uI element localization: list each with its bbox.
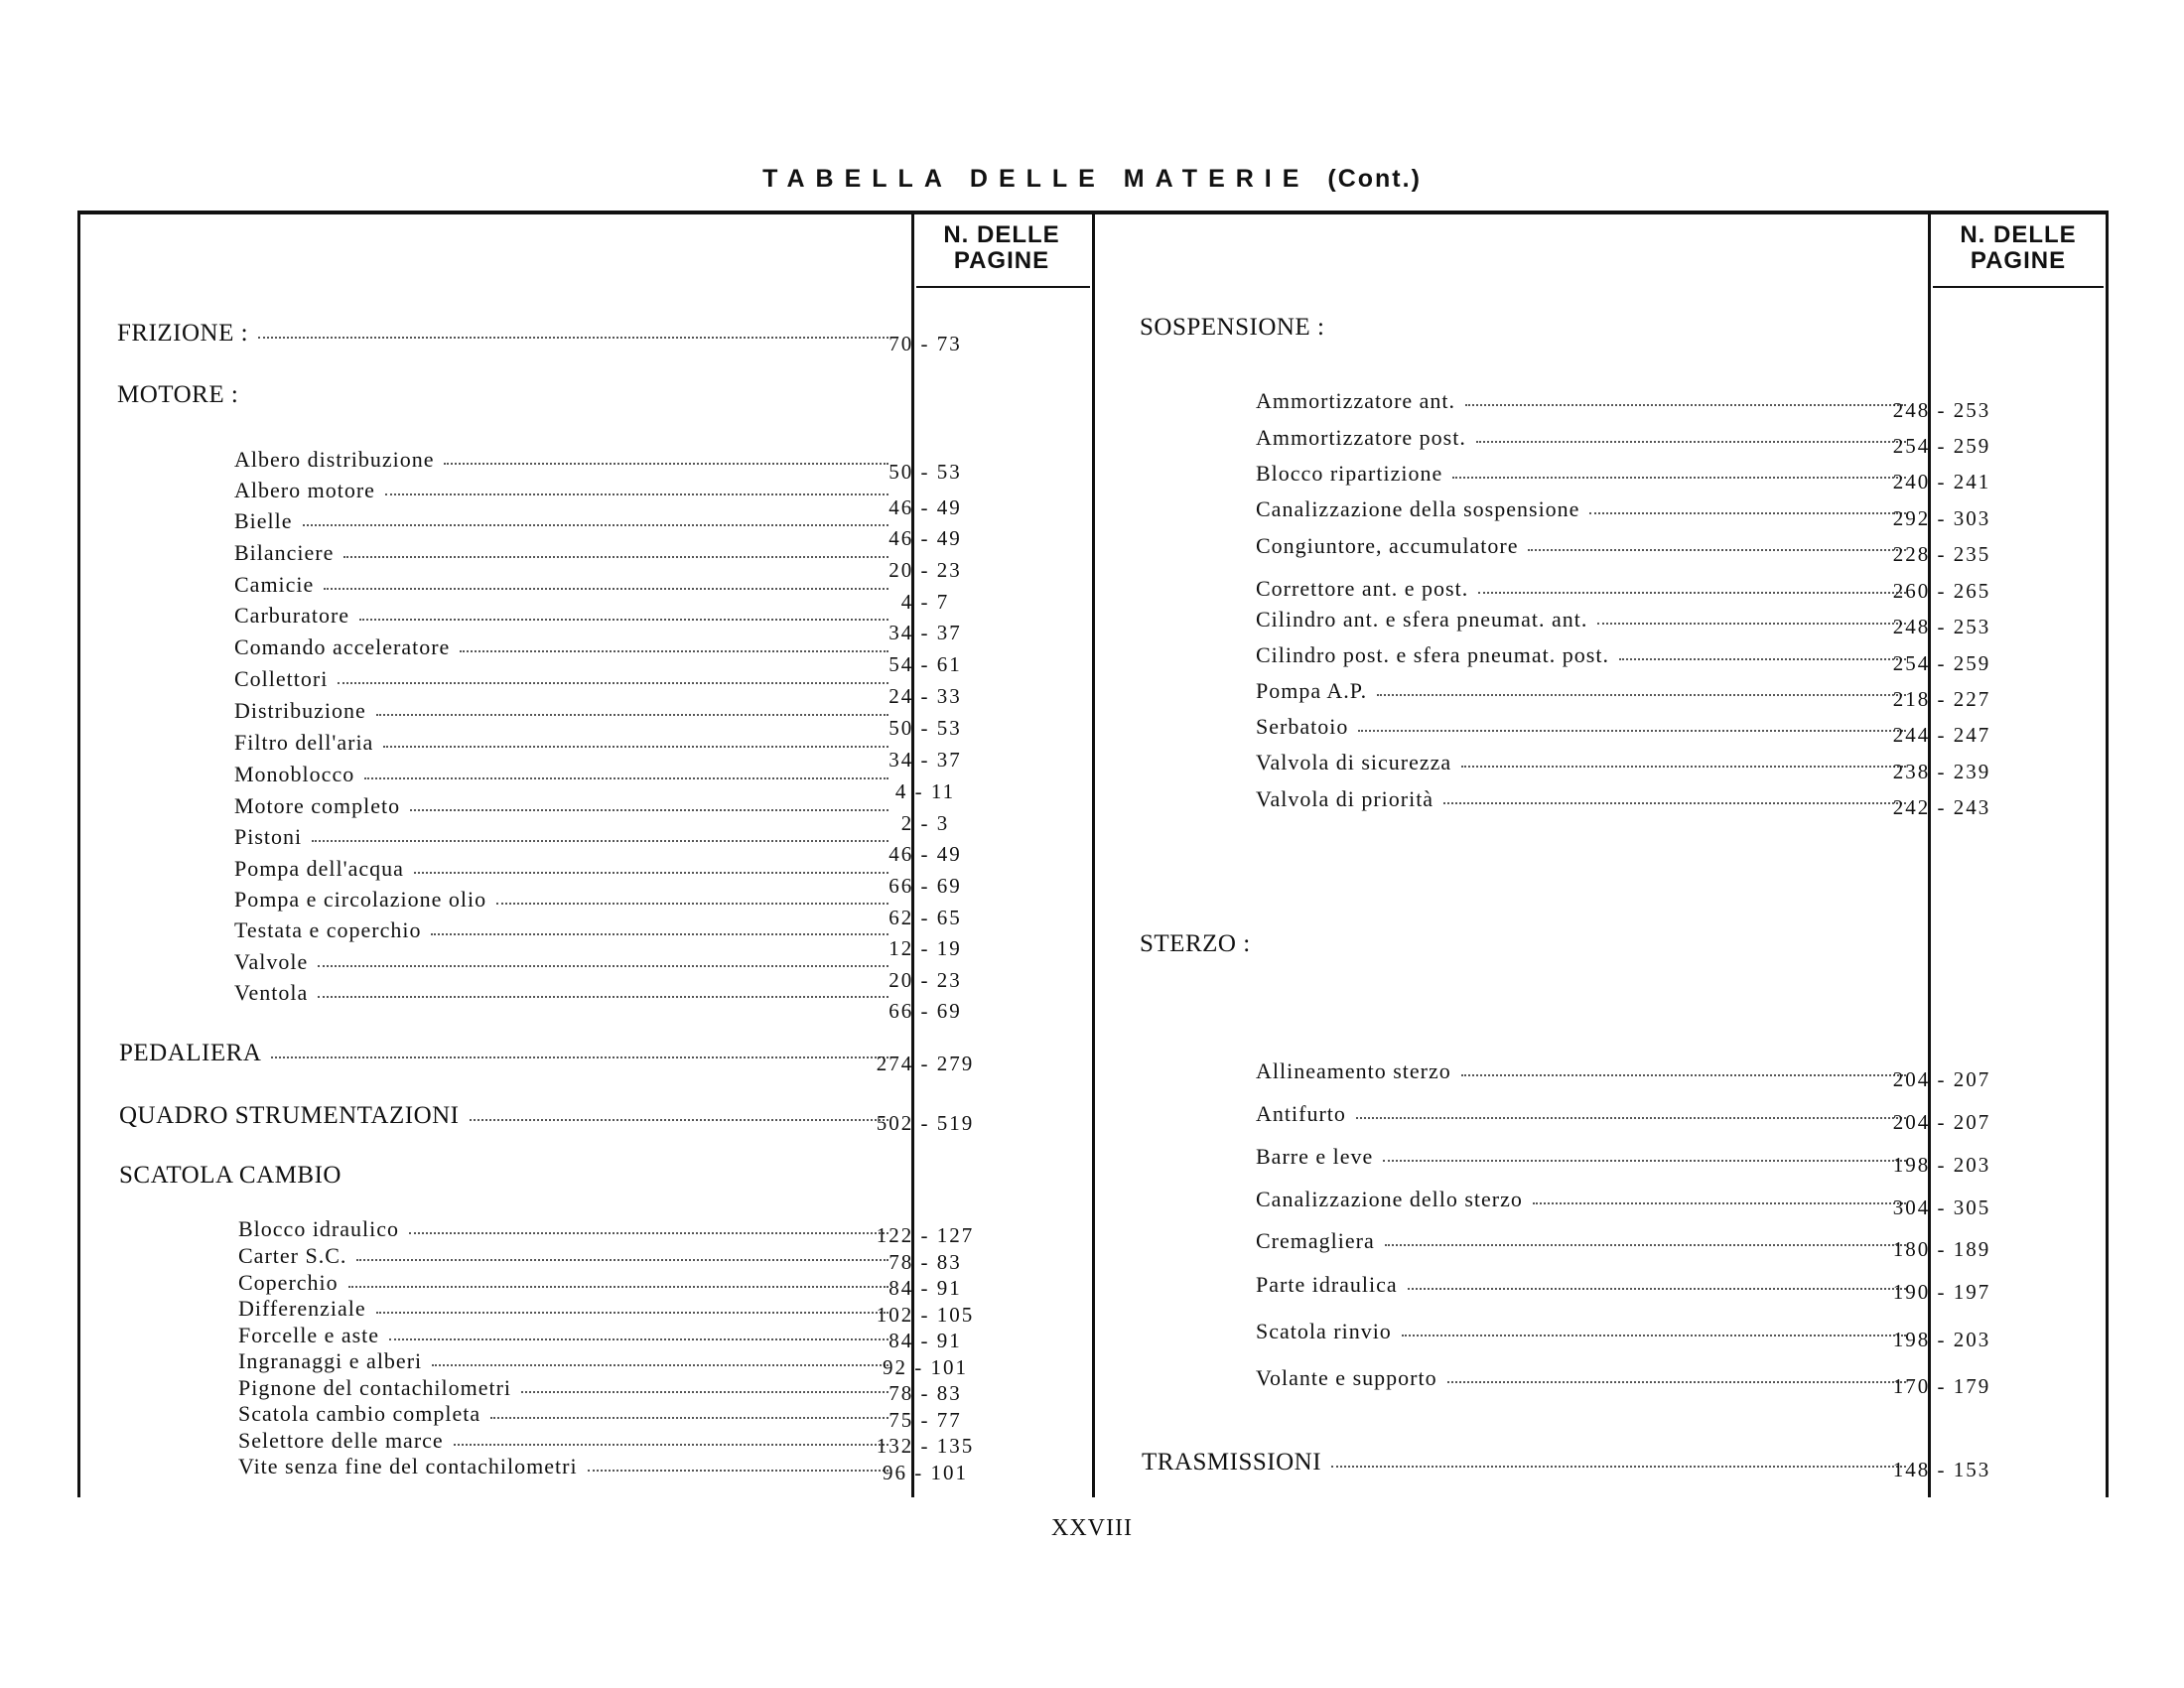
- sospensione-item-2-pages: 240 - 241: [1892, 470, 1991, 493]
- right-pages-header: [1931, 222, 2106, 274]
- motore-item-2-leader: [303, 524, 888, 526]
- scatola-item-5-leader: [432, 1364, 888, 1366]
- motore-item-6-leader: [460, 650, 888, 652]
- motore-item-10-label: Monoblocco: [234, 762, 355, 786]
- left-header-rule: [916, 286, 1090, 288]
- sospensione-item-6-leader: [1597, 623, 1906, 625]
- scatola-item-3: [238, 1296, 888, 1322]
- scatola-item-3-leader: [376, 1312, 888, 1314]
- title-text: TABELLA DELLE MATERIE: [762, 165, 1310, 193]
- motore-item-12: [234, 824, 888, 850]
- sospensione-item-1-label: Ammortizzatore post.: [1256, 425, 1466, 450]
- scatola-item-9-label: Vite senza fine del contachilometri: [238, 1454, 578, 1478]
- entry-quadro: [119, 1102, 888, 1130]
- motore-item-14-label: Pompa e circolazione olio: [234, 887, 487, 912]
- sospensione-item-2: [1256, 461, 1906, 487]
- entry-sterzo-label: STERZO :: [1140, 930, 1251, 957]
- sterzo-item-4: [1256, 1228, 1906, 1254]
- motore-item-13-leader: [414, 872, 888, 874]
- sospensione-item-0-label: Ammortizzatore ant.: [1256, 388, 1456, 413]
- motore-item-5-pages: 34 - 37: [888, 621, 962, 644]
- sospensione-item-3-pages: 292 - 303: [1892, 506, 1991, 530]
- sterzo-item-1-leader: [1356, 1117, 1906, 1119]
- sterzo-item-0-leader: [1461, 1074, 1906, 1076]
- entry-sterzo: [1140, 930, 1906, 958]
- motore-item-10-pages: 4 - 11: [894, 779, 956, 803]
- motore-item-13-label: Pompa dell'acqua: [234, 856, 404, 881]
- sterzo-item-3-pages: 304 - 305: [1892, 1196, 1991, 1219]
- motore-item-15-leader: [431, 933, 888, 935]
- motore-item-3-leader: [343, 556, 888, 558]
- sospensione-item-6-label: Cilindro ant. e sfera pneumat. ant.: [1256, 607, 1588, 632]
- sospensione-item-9-label: Serbatoio: [1256, 714, 1349, 739]
- scatola-item-6-pages: 78 - 83: [888, 1381, 962, 1405]
- sospensione-item-3-label: Canalizzazione della sospensione: [1256, 496, 1580, 521]
- sterzo-item-1-label: Antifurto: [1256, 1101, 1346, 1126]
- motore-item-9-pages: 34 - 37: [888, 748, 962, 772]
- sospensione-item-4: [1256, 533, 1906, 559]
- motore-item-8-leader: [376, 714, 888, 716]
- scatola-item-4: [238, 1323, 888, 1348]
- entry-quadro-leader: [470, 1119, 888, 1121]
- scatola-item-0: [238, 1216, 888, 1242]
- motore-item-0-pages: 50 - 53: [888, 460, 962, 484]
- sterzo-item-5-leader: [1408, 1288, 1906, 1290]
- entry-trasmissioni: [1142, 1449, 1906, 1477]
- scatola-item-7-pages: 75 - 77: [888, 1408, 962, 1432]
- scatola-item-5-label: Ingranaggi e alberi: [238, 1348, 423, 1373]
- entry-sospensione: [1140, 314, 1906, 342]
- scatola-item-4-label: Forcelle e aste: [238, 1323, 380, 1347]
- scatola-item-8-pages: 132 - 135: [876, 1434, 975, 1458]
- scatola-item-9: [238, 1454, 888, 1479]
- sospensione-item-11: [1256, 786, 1906, 812]
- sospensione-item-4-label: Congiuntore, accumulatore: [1256, 533, 1519, 558]
- sospensione-item-5-label: Correttore ant. e post.: [1256, 576, 1469, 601]
- sospensione-item-10-leader: [1461, 766, 1906, 768]
- sterzo-item-3-leader: [1533, 1202, 1906, 1204]
- sospensione-item-3: [1256, 496, 1906, 522]
- motore-item-4: [234, 572, 888, 598]
- motore-item-3: [234, 540, 888, 566]
- sospensione-item-7-pages: 254 - 259: [1892, 651, 1991, 675]
- entry-pedaliera-leader: [271, 1056, 888, 1058]
- sospensione-item-9: [1256, 714, 1906, 740]
- motore-item-1: [234, 478, 888, 503]
- sterzo-item-6: [1256, 1319, 1906, 1344]
- sterzo-item-6-label: Scatola rinvio: [1256, 1319, 1392, 1343]
- motore-item-8-label: Distribuzione: [234, 698, 366, 723]
- scatola-item-0-pages: 122 - 127: [876, 1223, 975, 1247]
- sterzo-item-0: [1256, 1058, 1906, 1084]
- entry-sospensione-label: SOSPENSIONE :: [1140, 314, 1325, 341]
- sospensione-item-8-label: Pompa A.P.: [1256, 678, 1368, 703]
- motore-item-14: [234, 887, 888, 913]
- scatola-item-5: [238, 1348, 888, 1374]
- motore-item-6: [234, 634, 888, 660]
- scatola-item-5-pages: 92 - 101: [883, 1355, 968, 1379]
- motore-item-6-pages: 54 - 61: [888, 652, 962, 676]
- left-header-line2: PAGINE: [953, 247, 1050, 274]
- sospensione-item-10-label: Valvola di sicurezza: [1256, 750, 1452, 774]
- entry-frizione-label: FRIZIONE :: [117, 320, 249, 347]
- entry-frizione-leader: [258, 337, 888, 339]
- motore-item-10: [234, 762, 888, 787]
- entry-trasmissioni-pages: 148 - 153: [1892, 1458, 1991, 1481]
- sospensione-item-8-leader: [1377, 694, 1906, 696]
- sterzo-item-7-leader: [1447, 1381, 1906, 1383]
- motore-item-9-label: Filtro dell'aria: [234, 730, 374, 755]
- motore-item-8: [234, 698, 888, 724]
- sterzo-item-1: [1256, 1101, 1906, 1127]
- sterzo-item-5: [1256, 1272, 1906, 1298]
- motore-item-17-leader: [318, 996, 888, 998]
- sospensione-item-6: [1256, 607, 1906, 633]
- sterzo-item-2-label: Barre e leve: [1256, 1144, 1374, 1169]
- motore-item-14-pages: 62 - 65: [888, 906, 962, 929]
- right-header-line2: PAGINE: [1970, 247, 2067, 274]
- motore-item-14-leader: [496, 903, 888, 905]
- sospensione-item-2-leader: [1452, 477, 1906, 479]
- motore-item-11-label: Motore completo: [234, 793, 401, 818]
- motore-item-2-pages: 46 - 49: [888, 526, 962, 550]
- scatola-item-2: [238, 1270, 888, 1296]
- sterzo-item-2-pages: 198 - 203: [1892, 1153, 1991, 1177]
- sospensione-item-9-pages: 244 - 247: [1892, 723, 1991, 747]
- motore-item-15-pages: 12 - 19: [888, 936, 962, 960]
- entry-frizione-pages: 70 - 73: [888, 332, 962, 355]
- scatola-item-6: [238, 1375, 888, 1401]
- motore-item-12-label: Pistoni: [234, 824, 303, 849]
- scatola-item-1: [238, 1243, 888, 1269]
- scatola-item-7-label: Scatola cambio completa: [238, 1401, 481, 1426]
- sospensione-item-1-pages: 254 - 259: [1892, 434, 1991, 458]
- motore-item-17: [234, 980, 888, 1006]
- motore-item-5: [234, 603, 888, 629]
- sospensione-item-5-leader: [1478, 592, 1906, 594]
- entry-pedaliera: [119, 1040, 888, 1067]
- scatola-item-4-leader: [389, 1338, 888, 1340]
- sterzo-item-0-label: Allineamento sterzo: [1256, 1058, 1451, 1083]
- motore-item-10-leader: [364, 777, 888, 779]
- sterzo-item-0-pages: 204 - 207: [1892, 1067, 1991, 1091]
- motore-item-2: [234, 508, 888, 534]
- left-pages-header: [914, 222, 1089, 274]
- sterzo-item-7: [1256, 1365, 1906, 1391]
- entry-quadro-pages: 502 - 519: [876, 1111, 975, 1135]
- motore-item-7: [234, 666, 888, 692]
- sterzo-item-3-label: Canalizzazione dello sterzo: [1256, 1187, 1523, 1211]
- right-header-rule: [1933, 286, 2104, 288]
- motore-item-3-pages: 20 - 23: [888, 558, 962, 582]
- right-header-line1: N. DELLE: [1960, 221, 2077, 248]
- scatola-item-8-label: Selettore delle marce: [238, 1428, 444, 1453]
- motore-item-12-pages: 46 - 49: [888, 842, 962, 866]
- entry-trasmissioni-leader: [1331, 1466, 1906, 1468]
- sterzo-item-2: [1256, 1144, 1906, 1170]
- entry-trasmissioni-label: TRASMISSIONI: [1142, 1449, 1322, 1476]
- motore-item-11: [234, 793, 888, 819]
- scatola-item-3-pages: 102 - 105: [876, 1303, 975, 1327]
- motore-item-1-pages: 46 - 49: [888, 495, 962, 519]
- motore-item-4-pages: 4 - 7: [900, 590, 950, 614]
- motore-item-17-pages: 66 - 69: [888, 999, 962, 1023]
- sospensione-item-0-pages: 248 - 253: [1892, 398, 1991, 422]
- sospensione-item-5: [1256, 576, 1906, 602]
- sospensione-item-0: [1256, 388, 1906, 414]
- sospensione-item-0-leader: [1465, 404, 1906, 406]
- motore-item-11-pages: 2 - 3: [900, 811, 950, 835]
- motore-item-15: [234, 917, 888, 943]
- sospensione-item-1: [1256, 425, 1906, 451]
- scatola-item-1-pages: 78 - 83: [888, 1250, 962, 1274]
- page-title: [0, 165, 2184, 194]
- sterzo-item-7-pages: 170 - 179: [1892, 1374, 1991, 1398]
- scatola-item-2-leader: [348, 1286, 888, 1288]
- scatola-item-7: [238, 1401, 888, 1427]
- motore-item-2-label: Bielle: [234, 508, 293, 533]
- motore-item-0-leader: [444, 463, 888, 465]
- scatola-item-0-label: Blocco idraulico: [238, 1216, 400, 1241]
- scatola-item-3-label: Differenziale: [238, 1296, 366, 1321]
- sospensione-item-4-leader: [1528, 549, 1906, 551]
- motore-item-7-pages: 24 - 33: [888, 684, 962, 708]
- motore-item-16: [234, 949, 888, 975]
- scatola-item-4-pages: 84 - 91: [888, 1329, 962, 1352]
- center-divider: [1092, 211, 1095, 1497]
- scatola-item-9-leader: [588, 1470, 888, 1472]
- sospensione-item-9-leader: [1358, 730, 1906, 732]
- scatola-item-1-leader: [356, 1259, 888, 1261]
- scatola-item-8: [238, 1428, 888, 1454]
- motore-item-5-leader: [359, 619, 888, 621]
- entry-motore-label: MOTORE :: [117, 381, 239, 408]
- sospensione-item-11-leader: [1443, 802, 1906, 804]
- motore-item-15-label: Testata e coperchio: [234, 917, 422, 942]
- motore-item-9: [234, 730, 888, 756]
- scatola-item-7-leader: [490, 1417, 888, 1419]
- motore-item-13: [234, 856, 888, 882]
- sterzo-item-7-label: Volante e supporto: [1256, 1365, 1437, 1390]
- sterzo-item-4-leader: [1385, 1244, 1906, 1246]
- sterzo-item-3: [1256, 1187, 1906, 1212]
- motore-item-16-pages: 20 - 23: [888, 968, 962, 992]
- sospensione-item-7-leader: [1619, 658, 1906, 660]
- sterzo-item-5-label: Parte idraulica: [1256, 1272, 1398, 1297]
- sospensione-item-11-label: Valvola di priorità: [1256, 786, 1434, 811]
- table-left-border: [77, 211, 80, 1497]
- motore-item-4-leader: [324, 588, 888, 590]
- motore-item-0: [234, 447, 888, 473]
- sterzo-item-4-label: Cremagliera: [1256, 1228, 1375, 1253]
- entry-pedaliera-pages: 274 - 279: [876, 1052, 975, 1075]
- motore-item-8-pages: 50 - 53: [888, 716, 962, 740]
- scatola-item-0-leader: [409, 1232, 888, 1234]
- scatola-item-8-leader: [454, 1444, 888, 1446]
- sterzo-item-4-pages: 180 - 189: [1892, 1237, 1991, 1261]
- motore-item-7-leader: [338, 682, 888, 684]
- sterzo-item-5-pages: 190 - 197: [1892, 1280, 1991, 1304]
- motore-item-4-label: Camicie: [234, 572, 315, 597]
- scatola-item-6-leader: [521, 1391, 888, 1393]
- motore-item-1-leader: [385, 493, 888, 495]
- scatola-item-1-label: Carter S.C.: [238, 1243, 347, 1268]
- entry-quadro-label: QUADRO STRUMENTAZIONI: [119, 1102, 460, 1129]
- scatola-item-9-pages: 96 - 101: [883, 1461, 968, 1484]
- motore-item-1-label: Albero motore: [234, 478, 375, 502]
- sospensione-item-4-pages: 228 - 235: [1892, 542, 1991, 566]
- sospensione-item-2-label: Blocco ripartizione: [1256, 461, 1443, 486]
- sospensione-item-10-pages: 238 - 239: [1892, 760, 1991, 783]
- motore-item-3-label: Bilanciere: [234, 540, 335, 565]
- page-number: XXVIII: [1051, 1515, 1133, 1541]
- sospensione-item-7: [1256, 642, 1906, 668]
- entry-scatola-label: SCATOLA CAMBIO: [119, 1162, 341, 1189]
- motore-item-16-label: Valvole: [234, 949, 309, 974]
- sterzo-item-2-leader: [1383, 1160, 1906, 1162]
- sterzo-item-1-pages: 204 - 207: [1892, 1110, 1991, 1134]
- entry-frizione: [117, 320, 888, 348]
- sospensione-item-8: [1256, 678, 1906, 704]
- motore-item-5-label: Carburatore: [234, 603, 350, 628]
- sospensione-item-6-pages: 248 - 253: [1892, 615, 1991, 638]
- motore-item-7-label: Collettori: [234, 666, 329, 691]
- scatola-item-2-label: Coperchio: [238, 1270, 339, 1295]
- sospensione-item-5-pages: 260 - 265: [1892, 579, 1991, 603]
- sterzo-item-6-pages: 198 - 203: [1892, 1328, 1991, 1351]
- sospensione-item-7-label: Cilindro post. e sfera pneumat. post.: [1256, 642, 1609, 667]
- scatola-item-2-pages: 84 - 91: [888, 1276, 962, 1300]
- scatola-item-6-label: Pignone del contachilometri: [238, 1375, 512, 1400]
- motore-item-9-leader: [383, 746, 888, 748]
- motore-item-11-leader: [410, 809, 888, 811]
- left-header-line1: N. DELLE: [943, 221, 1060, 248]
- motore-item-12-leader: [312, 840, 888, 842]
- title-cont: (Cont.): [1327, 165, 1422, 193]
- entry-motore: [117, 381, 888, 409]
- sospensione-item-11-pages: 242 - 243: [1892, 795, 1991, 819]
- entry-scatola: [119, 1162, 888, 1190]
- motore-item-6-label: Comando acceleratore: [234, 634, 451, 659]
- sterzo-item-6-leader: [1402, 1335, 1906, 1336]
- motore-item-17-label: Ventola: [234, 980, 309, 1005]
- motore-item-13-pages: 66 - 69: [888, 874, 962, 898]
- motore-item-16-leader: [318, 965, 888, 967]
- table-right-border: [2106, 211, 2109, 1497]
- sospensione-item-3-leader: [1589, 512, 1906, 514]
- sospensione-item-8-pages: 218 - 227: [1892, 687, 1991, 711]
- sospensione-item-1-leader: [1476, 441, 1906, 443]
- sospensione-item-10: [1256, 750, 1906, 775]
- motore-item-0-label: Albero distribuzione: [234, 447, 435, 472]
- entry-pedaliera-label: PEDALIERA: [119, 1040, 262, 1066]
